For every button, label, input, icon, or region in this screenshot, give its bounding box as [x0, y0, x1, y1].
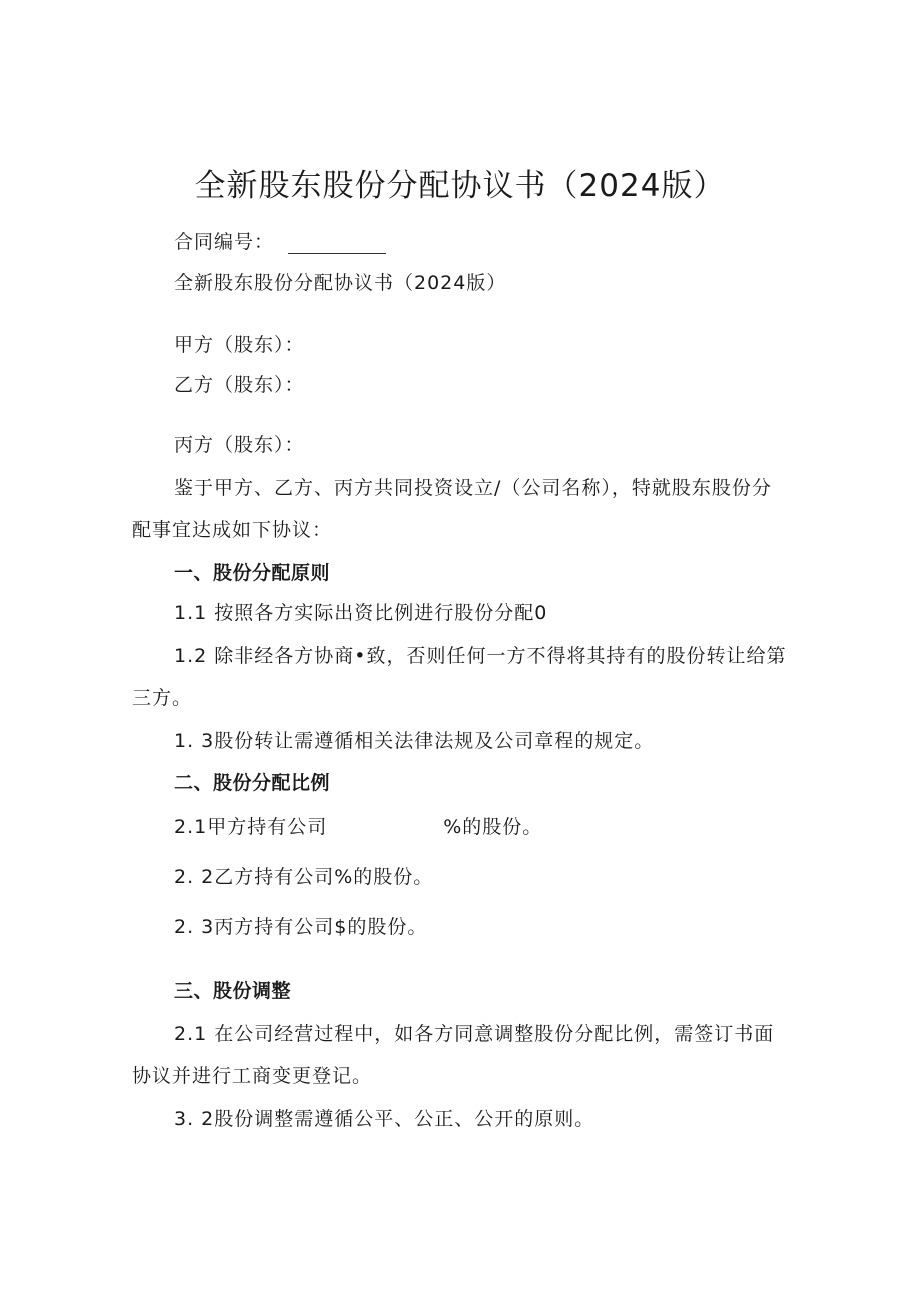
- section-1-heading: 一、股份分配原则: [174, 562, 331, 584]
- clause-2-3: 2. 3丙方持有公司$的股份。: [174, 916, 428, 938]
- clause-2-1-prefix: 2.1甲方持有公司: [174, 816, 328, 838]
- clause-3-1-line-2: 协议并进行工商变更登记。: [132, 1065, 373, 1087]
- contract-number-line: [174, 230, 386, 254]
- section-3-heading: 三、股份调整: [174, 980, 292, 1002]
- clause-3-2: 3. 2股份调整需遵循公平、公正、公开的原则。: [174, 1108, 595, 1130]
- clause-3-1-line-1: 2.1 在公司经营过程中，如各方同意调整股份分配比例，需签订书面: [174, 1023, 775, 1045]
- section-2-heading: 二、股份分配比例: [174, 772, 331, 794]
- party-a-label: 甲方（股东）：: [174, 334, 305, 356]
- clause-1-2-line-1: 1.2 除非经各方协商•致，否则任何一方不得将其持有的股份转让给第: [174, 645, 787, 667]
- clause-1-2-line-2: 三方。: [132, 687, 193, 709]
- document-subtitle: 全新股东股份分配协议书（2024版）: [174, 272, 507, 294]
- party-b-label: 乙方（股东）：: [174, 374, 305, 396]
- clause-2-1: [174, 815, 542, 839]
- party-c-label: 丙方（股东）：: [174, 434, 305, 456]
- clause-1-1: 1.1 按照各方实际出资比例进行股份分配0: [174, 602, 548, 624]
- clause-1-3: 1. 3股份转让需遵循相关法律法规及公司章程的规定。: [174, 730, 655, 752]
- intro-line-2: 配事宜达成如下协议：: [132, 519, 333, 541]
- intro-line-1: 鉴于甲方、乙方、丙方共同投资设立/（公司名称），特就股东股份分: [174, 477, 772, 499]
- clause-2-2: 2. 2乙方持有公司%的股份。: [174, 866, 434, 888]
- clause-2-1-suffix: %的股份。: [443, 816, 543, 838]
- contract-number-blank: [288, 235, 386, 254]
- document-title: 全新股东股份分配协议书（2024版）: [194, 168, 726, 204]
- contract-number-label: 合同编号：: [174, 231, 275, 253]
